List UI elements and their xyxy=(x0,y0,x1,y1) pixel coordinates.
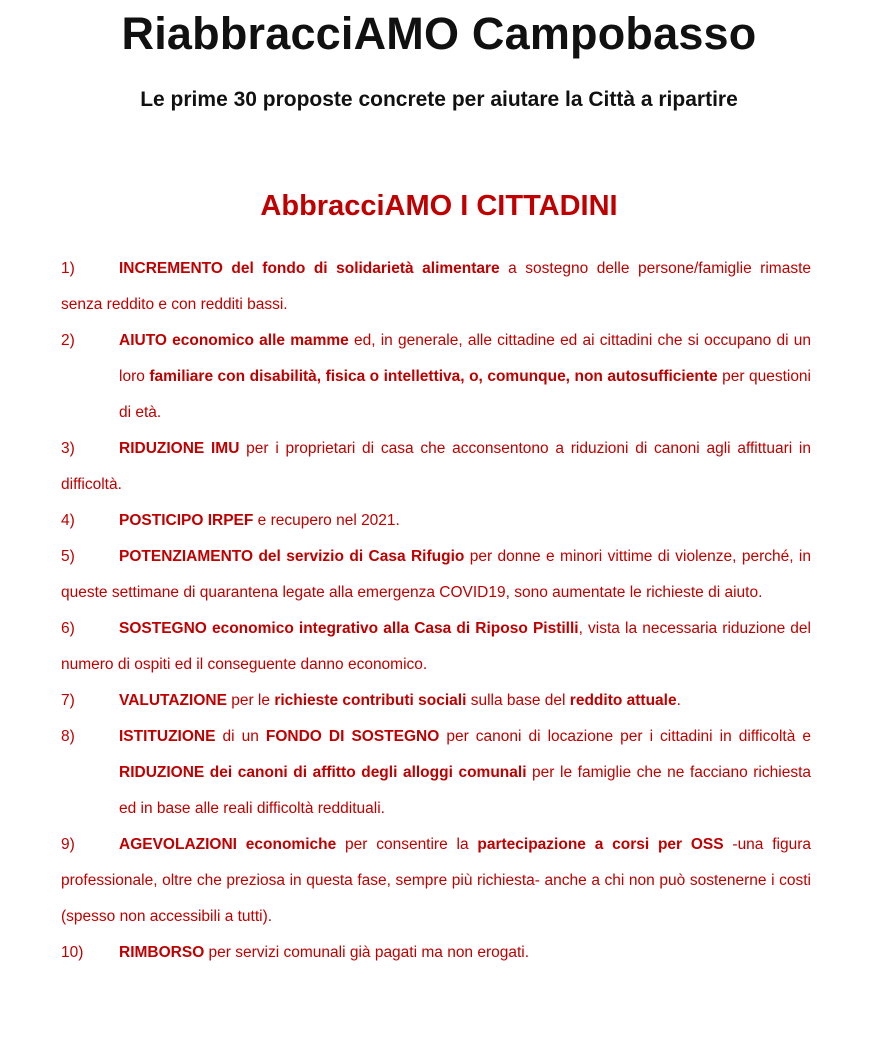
item-text: per i proprietari di casa che acconsentono a riduzioni di canoni agli affittuari in difficoltà. xyxy=(61,440,811,493)
item-bold-text: POTENZIAMENTO del servizio di Casa Rifugio xyxy=(119,548,465,565)
item-text: per le xyxy=(226,692,275,709)
item-text: di un xyxy=(215,728,266,745)
item-bold-text: RIDUZIONE dei canoni di affitto degli alloggi comunali xyxy=(119,764,527,781)
item-text: per donne e minori vittime di violenze, perché, in queste settimane di quarantena legate alla emergenza COVID19, sono aumentate le richieste di aiuto. xyxy=(61,548,811,601)
proposal-item-5 xyxy=(61,539,811,611)
item-bold-text: SOSTEGNO economico integrativo alla Casa di Riposo Pistilli xyxy=(119,620,579,637)
proposal-item-8 xyxy=(61,719,811,827)
item-bold-text: VALUTAZIONE xyxy=(119,692,227,709)
item-text: ed, in generale, alle cittadine ed ai cittadini che si occupano di un loro xyxy=(119,332,811,385)
item-text: -una figura professionale, oltre che preziosa in questa fase, sempre più richiesta- anche a chi non può sostenerne i costi (spesso non accessibili a tutti). xyxy=(61,836,811,925)
item-number: 7) xyxy=(61,692,75,709)
proposals-list xyxy=(61,251,811,971)
item-bold-text: POSTICIPO IRPEF xyxy=(119,512,254,529)
item-text: sulla base del xyxy=(466,692,570,709)
item-bold-text: richieste contributi sociali xyxy=(274,692,467,709)
item-text: per consentire la xyxy=(336,836,478,853)
item-number: 8) xyxy=(61,728,75,745)
item-bold-text: RIDUZIONE IMU xyxy=(119,440,240,457)
item-bold-text: reddito attuale xyxy=(569,692,677,709)
document-title: RiabbracciAMO Campobasso xyxy=(121,8,757,59)
item-bold-text: INCREMENTO del fondo di solidarietà alimentare xyxy=(119,260,500,277)
section-heading: AbbracciAMO I CITTADINI xyxy=(260,190,618,222)
item-number: 9) xyxy=(61,836,75,853)
item-text: per questioni di età. xyxy=(119,368,811,421)
item-bold-text: familiare con disabilità, fisica o intellettiva, o, comunque, non autosufficiente xyxy=(149,368,718,385)
item-number: 10) xyxy=(61,944,84,961)
item-text: , vista la necessaria riduzione del numero di ospiti ed il conseguente danno economico. xyxy=(61,620,811,673)
document-subtitle: Le prime 30 proposte concrete per aiutare la Città a ripartire xyxy=(140,88,738,111)
item-number: 3) xyxy=(61,440,75,457)
proposal-item-10 xyxy=(61,935,811,971)
item-number: 2) xyxy=(61,332,75,349)
item-bold-text: AIUTO economico alle mamme xyxy=(119,332,349,349)
item-bold-text: RIMBORSO xyxy=(119,944,205,961)
item-number: 5) xyxy=(61,548,75,565)
item-text: e recupero nel 2021. xyxy=(253,512,400,529)
proposal-item-7 xyxy=(61,683,811,719)
item-text: per le famiglie che ne facciano richiesta ed in base alle reali difficoltà reddituali. xyxy=(119,764,811,817)
item-number: 4) xyxy=(61,512,75,529)
proposal-item-6 xyxy=(61,611,811,683)
item-text: per servizi comunali già pagati ma non erogati. xyxy=(204,944,530,961)
proposal-item-2 xyxy=(61,323,811,431)
item-bold-text: partecipazione a corsi per OSS xyxy=(477,836,724,853)
item-text: per canoni di locazione per i cittadini in difficoltà e xyxy=(439,728,811,745)
proposal-item-4 xyxy=(61,503,811,539)
proposal-item-9 xyxy=(61,827,811,935)
item-number: 6) xyxy=(61,620,75,637)
proposal-item-3 xyxy=(61,431,811,503)
item-text: a sostegno delle persone/famiglie rimaste senza reddito e con redditi bassi. xyxy=(61,260,812,313)
proposal-item-1 xyxy=(61,251,811,323)
item-text: . xyxy=(676,692,681,709)
item-bold-text: ISTITUZIONE xyxy=(119,728,216,745)
item-number: 1) xyxy=(61,260,75,277)
item-bold-text: FONDO DI SOSTEGNO xyxy=(265,728,440,745)
item-bold-text: AGEVOLAZIONI economiche xyxy=(119,836,337,853)
